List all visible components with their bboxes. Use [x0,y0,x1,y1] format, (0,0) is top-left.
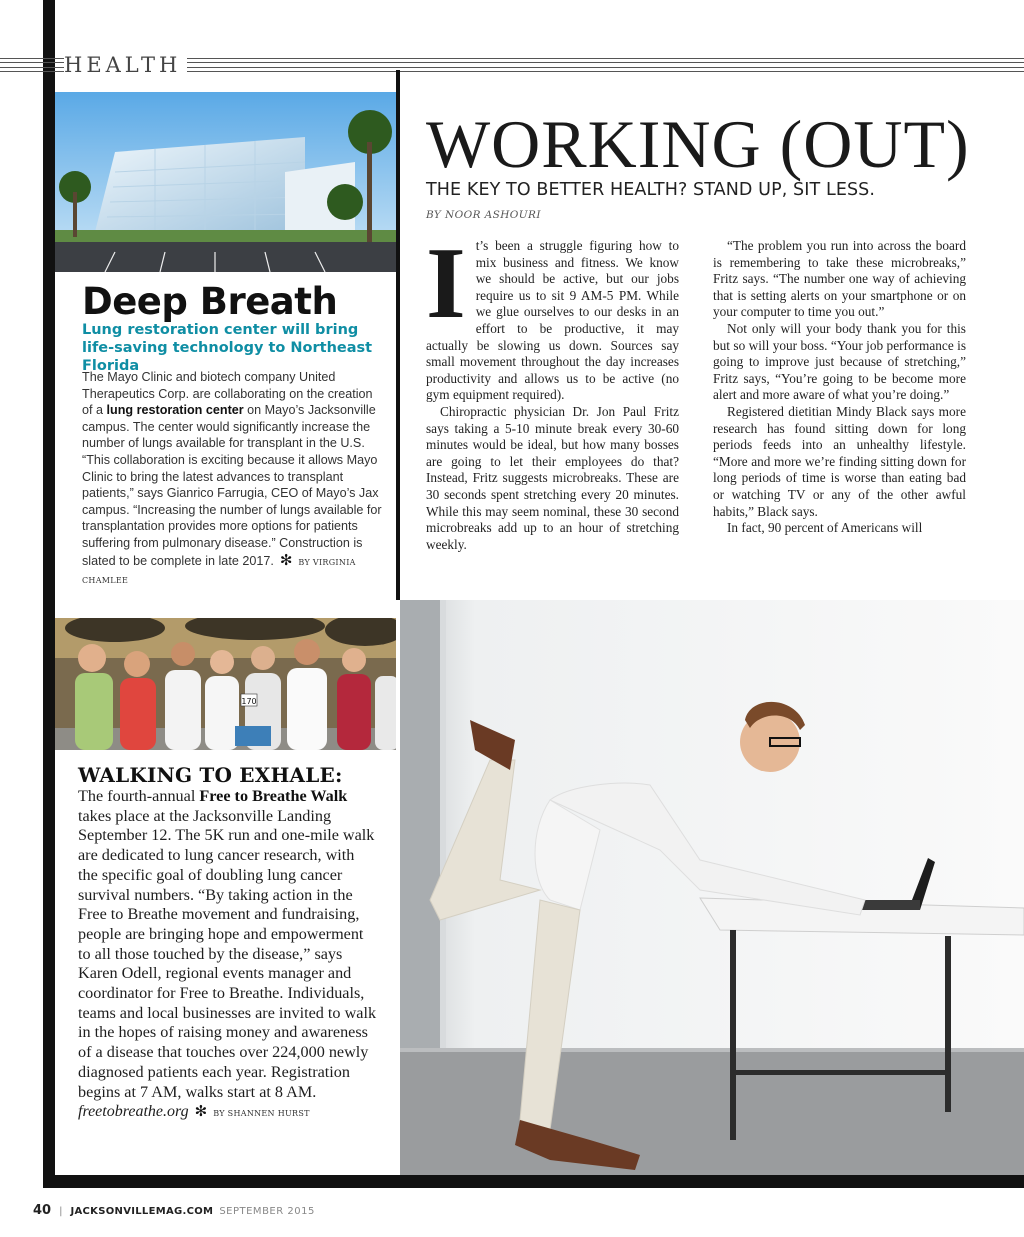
article-paragraph: Registered dietitian Mindy Black says more research has found sitting down for long periods feeds into an unhealthy lifestyle. “More and more we’re finding sitting down for long periods of time is worse than eating bad or watching TV or any of the other awful habits,” Black says. [713,403,966,519]
desk-stretch-photo [400,600,1024,1175]
footer-site-link[interactable]: JACKSONVILLEMAG.COM [70,1206,214,1217]
article-byline: BY NOOR ASHOURI [426,209,541,221]
walking-body-highlight: Free to Breathe Walk [199,787,348,805]
article-paragraph: Not only will your body thank you for this but so will your boss. “Your job performance is going to improve just because of stretching,” Fritz says, “You’re going to be become more alert and more aware of what you’re doing.” [713,320,966,403]
article-paragraph: In fact, 90 percent of Americans will [727,520,923,536]
article-paragraph: t’s been a struggle figuring how to mix business and fitness. We know we should be active, but our jobs require us to sit 9 AM-5 PM. While we glue ourselves to our desks in an effort to be productive, it may actually be slowing us down. Sources say small movement throughout the day increases productivity and allows us to be active (no gym equipment required). [426,238,679,403]
article-paragraph: “The problem you run into across the board is remembering to take these microbreaks,” Fritz says. “The number one way of achieving that is setting alerts on your smartphone or on your computer to time you out.” [713,238,966,320]
walking-to-exhale-title: WALKING TO EXHALE: [78,763,343,787]
page-frame-bottom-bar [43,1175,1024,1188]
walking-body-text: takes place at the Jacksonville Landing September 12. The 5K run and one-mile walk are dedicated to lung cancer research, with the specific goal of doubling lung cancer survival numbers. “By taking action in the Free to Breathe movement and fundraising, people are bringing hope and empowerment to all those touched by the disease,” says Karen Odell, regional events manager and coordinator for Free to Breathe. Individuals, teams and local businesses are invited to walk in the hopes of raising money and awareness of a disease that touches over 224,000 newly diagnosed patients each year. Registration begins at 7 AM, walks start at 8 AM. [78,806,377,1101]
walking-byline: BY SHANNEN HURST [213,1109,310,1119]
deep-breath-body-text: on Mayo’s Jacksonville campus. The center would significantly increase the number of lungs available for transplant in the U.S. “This collaboration is exciting because it allows Mayo Clinic to bring the latest advances to transplant patients,” says Gianrico Farrugia, CEO of Mayo’s Jax campus. “Increasing the number of lungs available for transplantation provides more options for patients suffering from pulmonary disease.” Construction is slated to be complete in late 2017. [82,403,382,568]
walking-body-text: The fourth-annual [78,787,200,805]
article-column-2 [713,238,966,537]
page-frame-left-bar [43,0,55,1188]
drop-cap: I [426,227,466,340]
asterisk-icon: ✻ [194,1102,208,1121]
deep-breath-body [82,369,382,590]
deep-breath-byline: BY VIRGINIA CHAMLEE [82,557,356,586]
article-column-1 [426,227,679,553]
lung-center-building-photo [55,92,396,272]
asterisk-icon: ✻ [279,550,293,569]
article-headline: WORKING (OUT) [426,106,970,182]
page-number: 40 [33,1203,52,1218]
deep-breath-title: Deep Breath [82,280,338,323]
deep-breath-subtitle: Lung restoration center will bring life-saving technology to Northeast Florida [82,322,373,374]
page-footer [33,1203,315,1218]
footer-date: SEPTEMBER 2015 [219,1206,315,1217]
deep-breath-body-highlight: lung restoration center [106,403,244,418]
free-to-breathe-walkers-photo [55,618,396,750]
deep-breath-body-text: The Mayo Clinic and biotech company United Therapeutics Corp. are collaborating on the creation of a [82,370,373,418]
walking-to-exhale-body [78,787,378,1124]
article-deck: THE KEY TO BETTER HEALTH? STAND UP, SIT LESS. [426,180,876,200]
footer-separator: | [59,1206,63,1217]
race-bib-number: 170 [241,697,257,706]
free-to-breathe-url[interactable]: freetobreathe.org [78,1103,189,1121]
section-label: HEALTH [64,52,187,78]
article-paragraph: Chiropractic physician Dr. Jon Paul Fritz says taking a 5-10 minute break every 30-60 minutes would be ideal, but how many bosses are going to let their employees do that? Instead, Fritz suggests microbreaks. These are 30 seconds spent stretching every 20 minutes. While this may seem nominal, these 30 second microbreaks add up to an hour of stretching weekly. [426,403,679,552]
column-divider-bar [396,70,400,600]
